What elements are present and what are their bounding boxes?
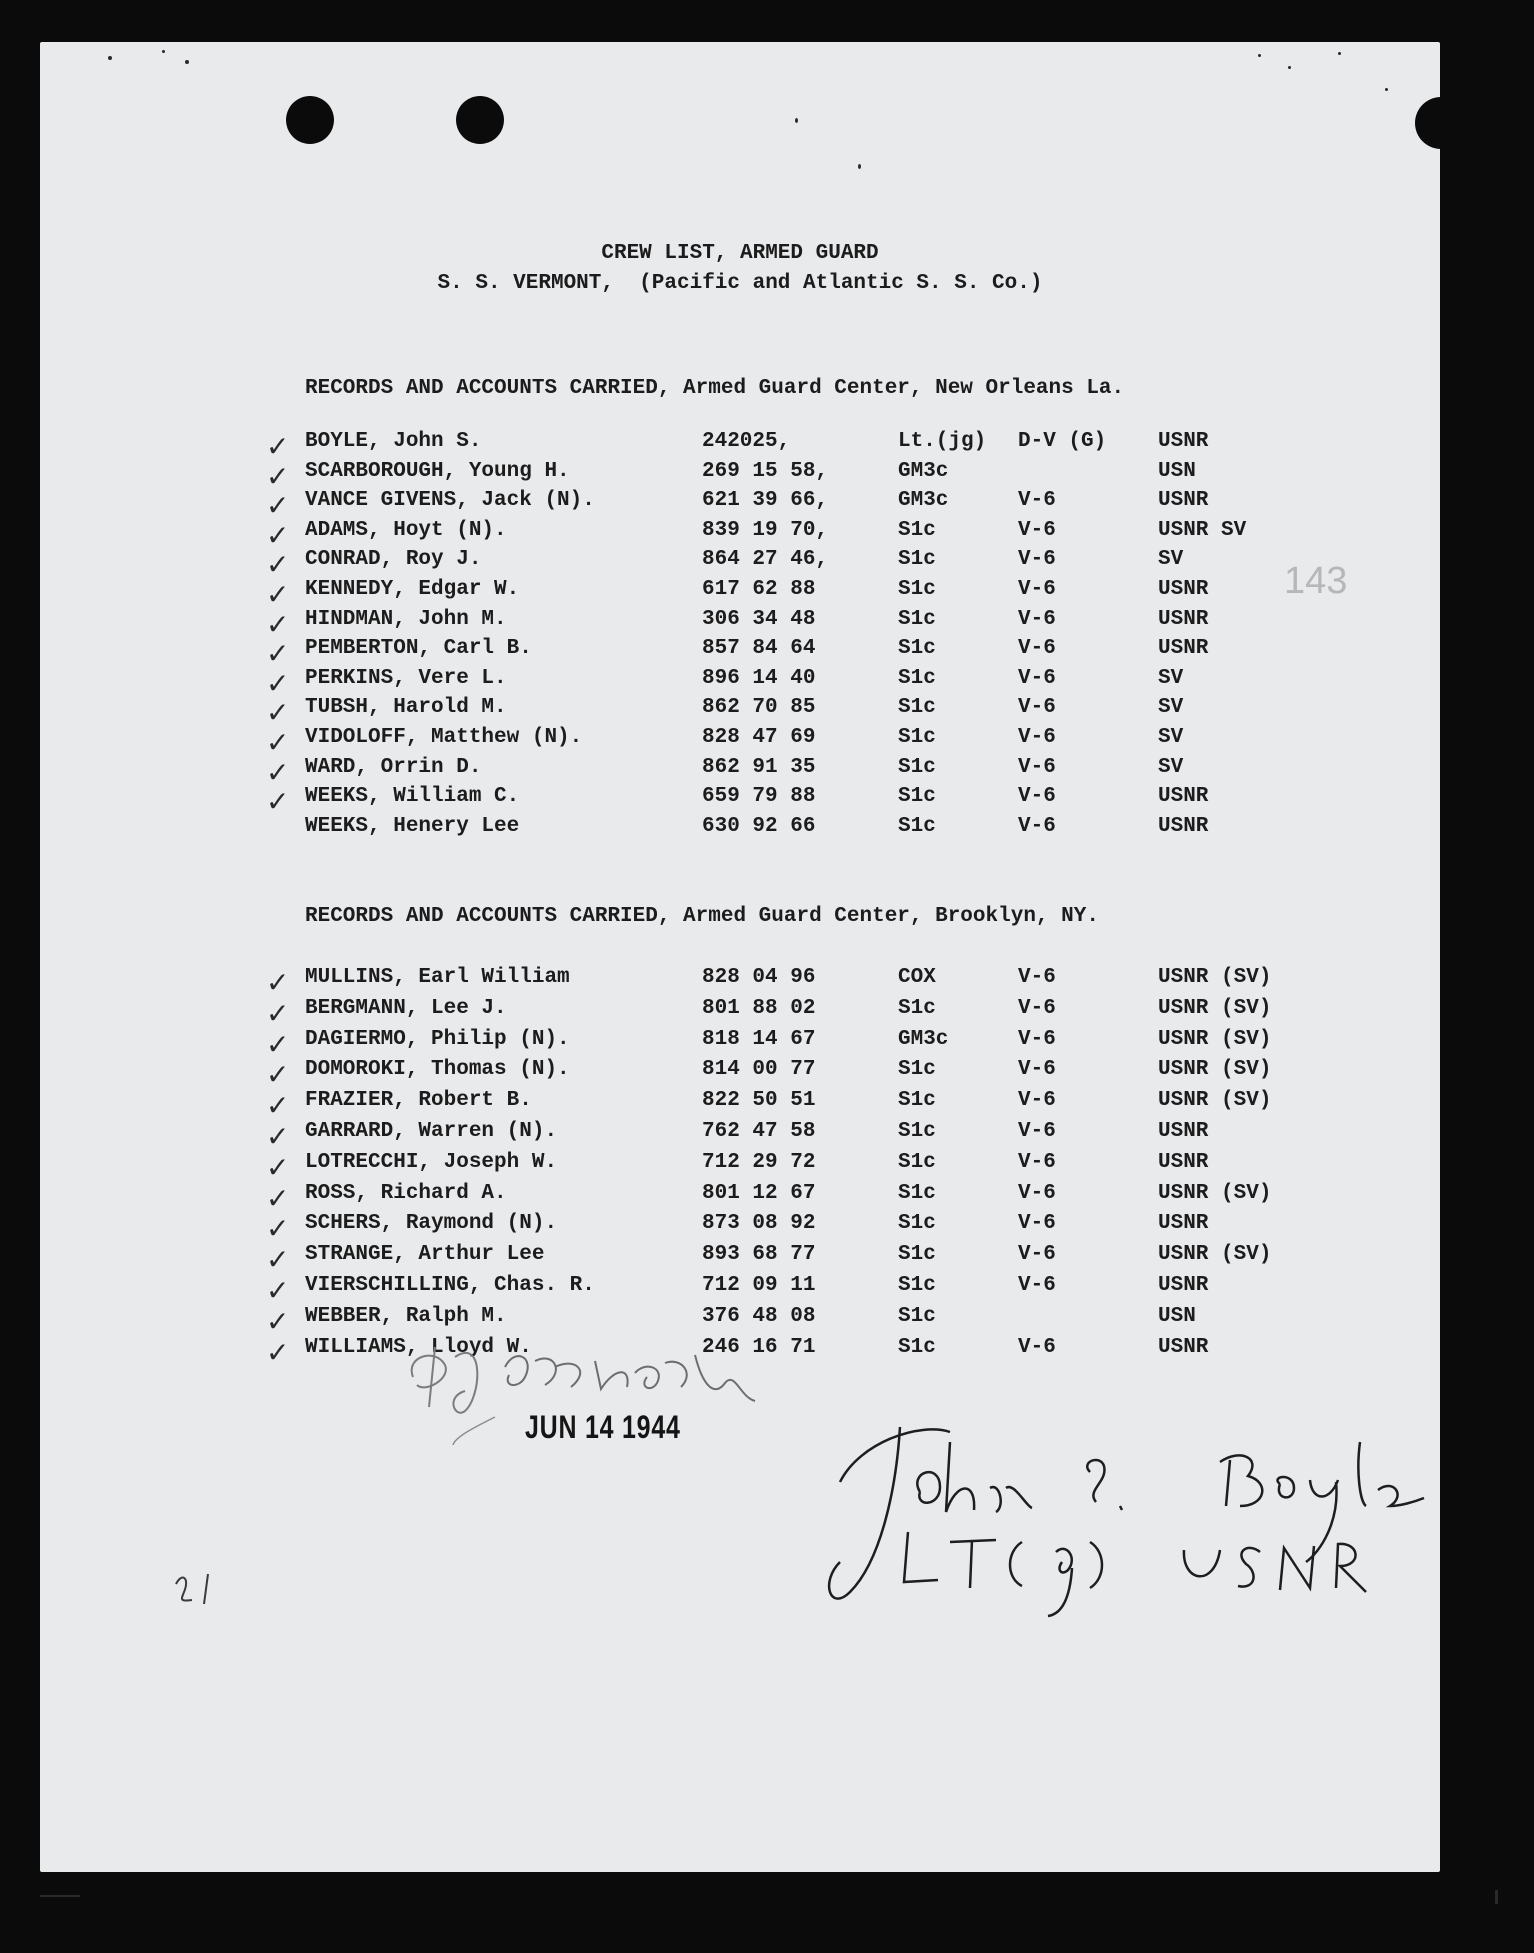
check-mark-icon: ✓ bbox=[266, 696, 290, 730]
classification: V-6 bbox=[1018, 607, 1056, 631]
crew-row bbox=[40, 996, 1440, 1030]
rating: S1c bbox=[898, 1274, 936, 1297]
service-number: 269 15 58, bbox=[702, 459, 829, 483]
crew-row bbox=[40, 518, 1440, 552]
crew-name: VIERSCHILLING, Chas. R. bbox=[305, 1274, 595, 1297]
crew-row bbox=[40, 785, 1440, 819]
branch: SV bbox=[1158, 696, 1184, 720]
section-heading: RECORDS AND ACCOUNTS CARRIED, Armed Guard Center, New Orleans La. bbox=[305, 377, 1125, 400]
check-mark-icon: ✓ bbox=[266, 996, 290, 1030]
crew-name: WEEKS, William C. bbox=[305, 785, 520, 809]
service-number: 857 84 64 bbox=[702, 637, 816, 661]
check-mark-icon: ✓ bbox=[266, 1150, 290, 1184]
rating: S1c bbox=[898, 1150, 936, 1174]
branch: USNR (SV) bbox=[1158, 1058, 1272, 1082]
service-number: 814 00 77 bbox=[702, 1058, 816, 1082]
crew-name: ROSS, Richard A. bbox=[305, 1181, 507, 1205]
branch: USNR bbox=[1158, 578, 1209, 601]
received-date-stamp: JUN 14 1944 bbox=[525, 1409, 681, 1445]
rating: S1c bbox=[898, 785, 936, 809]
crew-name: VANCE GIVENS, Jack (N). bbox=[305, 489, 595, 513]
rating: S1c bbox=[898, 1058, 936, 1082]
check-mark-icon: ✓ bbox=[266, 1027, 290, 1061]
crew-name: FRAZIER, Robert B. bbox=[305, 1089, 532, 1113]
service-number: 659 79 88 bbox=[702, 785, 816, 809]
rating: S1c bbox=[898, 578, 936, 601]
classification: V-6 bbox=[1018, 1089, 1056, 1113]
classification: V-6 bbox=[1018, 814, 1056, 838]
crew-row bbox=[40, 1274, 1440, 1307]
branch: USNR bbox=[1158, 1212, 1209, 1236]
crew-name: BERGMANN, Lee J. bbox=[305, 996, 507, 1020]
document-subtitle: S. S. VERMONT, (Pacific and Atlantic S. S. Co.) bbox=[437, 272, 1043, 295]
branch: USNR SV bbox=[1158, 518, 1247, 542]
crew-name: WEEKS, Henery Lee bbox=[305, 814, 520, 838]
check-mark-icon: ✓ bbox=[266, 637, 290, 671]
crew-row bbox=[40, 1058, 1440, 1092]
crew-row bbox=[40, 815, 1440, 845]
service-number: 762 47 58 bbox=[702, 1120, 816, 1143]
rating: Lt.(jg) bbox=[898, 430, 987, 453]
crew-row bbox=[40, 459, 1440, 493]
crew-name: HINDMAN, John M. bbox=[305, 607, 507, 631]
crew-name: MULLINS, Earl William bbox=[305, 966, 570, 989]
branch: USNR bbox=[1158, 489, 1209, 513]
rating: S1c bbox=[898, 518, 936, 542]
document-title: CREW LIST, ARMED GUARD bbox=[601, 242, 879, 265]
page-number: 143 bbox=[1284, 560, 1348, 602]
crew-row bbox=[40, 696, 1440, 730]
crew-name: DOMOROKI, Thomas (N). bbox=[305, 1058, 570, 1082]
classification: V-6 bbox=[1018, 1181, 1056, 1205]
branch: USN bbox=[1158, 1304, 1196, 1328]
crew-row bbox=[40, 755, 1440, 789]
branch: SV bbox=[1158, 548, 1184, 572]
branch: USNR (SV) bbox=[1158, 966, 1272, 989]
crew-row bbox=[40, 1212, 1440, 1246]
service-number: 896 14 40 bbox=[702, 666, 816, 690]
rating: S1c bbox=[898, 1304, 936, 1328]
branch: SV bbox=[1158, 666, 1184, 690]
punch-hole bbox=[286, 96, 334, 144]
branch: USNR (SV) bbox=[1158, 1089, 1272, 1113]
branch: USNR bbox=[1158, 1335, 1209, 1359]
rating: S1c bbox=[898, 1212, 936, 1236]
classification: V-6 bbox=[1018, 489, 1056, 513]
classification: V-6 bbox=[1018, 1058, 1056, 1082]
branch: USNR bbox=[1158, 637, 1209, 661]
service-number: 246 16 71 bbox=[702, 1335, 816, 1359]
check-mark-icon: ✓ bbox=[266, 430, 290, 463]
crew-row bbox=[40, 489, 1440, 523]
branch: USNR bbox=[1158, 785, 1209, 809]
crew-name: KENNEDY, Edgar W. bbox=[305, 578, 520, 601]
classification: V-6 bbox=[1018, 1274, 1056, 1297]
rating: S1c bbox=[898, 1243, 936, 1267]
classification: V-6 bbox=[1018, 548, 1056, 572]
service-number: 873 08 92 bbox=[702, 1212, 816, 1236]
branch: SV bbox=[1158, 755, 1184, 779]
crew-name: VIDOLOFF, Matthew (N). bbox=[305, 726, 583, 749]
classification: V-6 bbox=[1018, 1027, 1056, 1051]
crew-name: BOYLE, John S. bbox=[305, 430, 482, 453]
check-mark-icon: ✓ bbox=[266, 1274, 290, 1307]
branch: SV bbox=[1158, 726, 1184, 749]
check-mark-icon: ✓ bbox=[266, 1181, 290, 1215]
check-mark-icon: ✓ bbox=[266, 489, 290, 523]
branch: USNR bbox=[1158, 1120, 1209, 1143]
crew-name: WILLIAMS, Lloyd W. bbox=[305, 1335, 532, 1359]
branch: USN bbox=[1158, 459, 1196, 483]
branch: USNR (SV) bbox=[1158, 1181, 1272, 1205]
rating: GM3c bbox=[898, 1027, 949, 1051]
rating: S1c bbox=[898, 996, 936, 1020]
check-mark-icon: ✓ bbox=[266, 459, 290, 493]
branch: USNR (SV) bbox=[1158, 996, 1272, 1020]
check-mark-icon: ✓ bbox=[266, 518, 290, 552]
classification: V-6 bbox=[1018, 696, 1056, 720]
rating: S1c bbox=[898, 814, 936, 838]
service-number: 621 39 66, bbox=[702, 489, 829, 513]
rating: S1c bbox=[898, 666, 936, 690]
service-number: 376 48 08 bbox=[702, 1304, 816, 1328]
rating: S1c bbox=[898, 1335, 936, 1359]
crew-name: ADAMS, Hoyt (N). bbox=[305, 518, 507, 542]
branch: USNR bbox=[1158, 1274, 1209, 1297]
classification: V-6 bbox=[1018, 518, 1056, 542]
crew-row bbox=[40, 430, 1440, 463]
service-number: 864 27 46, bbox=[702, 548, 829, 572]
crew-name: PERKINS, Vere L. bbox=[305, 666, 507, 690]
branch: USNR bbox=[1158, 607, 1209, 631]
service-number: 828 04 96 bbox=[702, 966, 816, 989]
check-mark-icon: ✓ bbox=[266, 1335, 290, 1369]
rating: S1c bbox=[898, 607, 936, 631]
crew-name: SCARBOROUGH, Young H. bbox=[305, 459, 570, 483]
crew-name: DAGIERMO, Philip (N). bbox=[305, 1027, 570, 1051]
crew-name: STRANGE, Arthur Lee bbox=[305, 1243, 545, 1267]
service-number: 306 34 48 bbox=[702, 607, 816, 631]
crew-row bbox=[40, 1120, 1440, 1153]
crew-name: WARD, Orrin D. bbox=[305, 755, 482, 779]
check-mark-icon: ✓ bbox=[266, 607, 290, 641]
service-number: 828 47 69 bbox=[702, 726, 816, 749]
classification: V-6 bbox=[1018, 1120, 1056, 1143]
crew-name: CONRAD, Roy J. bbox=[305, 548, 482, 572]
crew-row bbox=[40, 607, 1440, 641]
branch: USNR (SV) bbox=[1158, 1243, 1272, 1267]
rating: S1c bbox=[898, 1089, 936, 1113]
check-mark-icon: ✓ bbox=[266, 1058, 290, 1092]
service-number: 801 12 67 bbox=[702, 1181, 816, 1205]
scan-mark bbox=[40, 1895, 80, 1897]
branch: USNR bbox=[1158, 430, 1209, 453]
crew-row bbox=[40, 966, 1440, 999]
classification: V-6 bbox=[1018, 637, 1056, 661]
rating: S1c bbox=[898, 755, 936, 779]
handwritten-signature bbox=[800, 1402, 1440, 1642]
classification: V-6 bbox=[1018, 578, 1056, 601]
check-mark-icon: ✓ bbox=[266, 755, 290, 789]
service-number: 242025, bbox=[702, 430, 791, 453]
crew-name: TUBSH, Harold M. bbox=[305, 696, 507, 720]
classification: V-6 bbox=[1018, 1212, 1056, 1236]
crew-row bbox=[40, 1089, 1440, 1123]
classification: V-6 bbox=[1018, 996, 1056, 1020]
edge-notch bbox=[1415, 97, 1455, 149]
service-number: 801 88 02 bbox=[702, 996, 816, 1020]
classification: V-6 bbox=[1018, 1243, 1056, 1267]
crew-row bbox=[40, 1243, 1440, 1277]
service-number: 818 14 67 bbox=[702, 1027, 816, 1051]
rating: GM3c bbox=[898, 489, 949, 513]
crew-name: PEMBERTON, Carl B. bbox=[305, 637, 532, 661]
service-number: 893 68 77 bbox=[702, 1243, 816, 1267]
check-mark-icon: ✓ bbox=[266, 578, 290, 611]
service-number: 862 91 35 bbox=[702, 755, 816, 779]
branch: USNR bbox=[1158, 814, 1209, 838]
classification: V-6 bbox=[1018, 1335, 1056, 1359]
rating: COX bbox=[898, 966, 936, 989]
classification: V-6 bbox=[1018, 785, 1056, 809]
crew-row bbox=[40, 637, 1440, 671]
check-mark-icon: ✓ bbox=[266, 785, 290, 819]
service-number: 630 92 66 bbox=[702, 814, 816, 838]
crew-name: WEBBER, Ralph M. bbox=[305, 1304, 507, 1328]
crew-row bbox=[40, 666, 1440, 700]
rating: S1c bbox=[898, 696, 936, 720]
crew-row bbox=[40, 726, 1440, 759]
rating: S1c bbox=[898, 726, 936, 749]
check-mark-icon: ✓ bbox=[266, 1212, 290, 1246]
check-mark-icon: ✓ bbox=[266, 1243, 290, 1277]
rating: S1c bbox=[898, 548, 936, 572]
check-mark-icon: ✓ bbox=[266, 966, 290, 999]
rating: S1c bbox=[898, 1120, 936, 1143]
crew-row bbox=[40, 1150, 1440, 1184]
crew-row bbox=[40, 578, 1440, 611]
classification: D-V (G) bbox=[1018, 430, 1107, 453]
crew-row bbox=[40, 1027, 1440, 1061]
rating: S1c bbox=[898, 637, 936, 661]
margin-note bbox=[170, 1562, 240, 1612]
branch: USNR bbox=[1158, 1150, 1209, 1174]
check-mark-icon: ✓ bbox=[266, 1120, 290, 1153]
scan-mark bbox=[1495, 1890, 1498, 1904]
rating: S1c bbox=[898, 1181, 936, 1205]
classification: V-6 bbox=[1018, 966, 1056, 989]
check-mark-icon: ✓ bbox=[266, 726, 290, 759]
classification: V-6 bbox=[1018, 666, 1056, 690]
classification: V-6 bbox=[1018, 1150, 1056, 1174]
check-mark-icon: ✓ bbox=[266, 1089, 290, 1123]
check-mark-icon: ✓ bbox=[266, 548, 290, 582]
document-page bbox=[40, 42, 1440, 1872]
service-number: 712 29 72 bbox=[702, 1150, 816, 1174]
check-mark-icon: ✓ bbox=[266, 1304, 290, 1338]
service-number: 712 09 11 bbox=[702, 1274, 816, 1297]
service-number: 839 19 70, bbox=[702, 518, 829, 542]
service-number: 862 70 85 bbox=[702, 696, 816, 720]
check-mark-icon: ✓ bbox=[266, 666, 290, 700]
crew-name: SCHERS, Raymond (N). bbox=[305, 1212, 558, 1236]
crew-name: LOTRECCHI, Joseph W. bbox=[305, 1150, 558, 1174]
branch: USNR (SV) bbox=[1158, 1027, 1272, 1051]
crew-name: GARRARD, Warren (N). bbox=[305, 1120, 558, 1143]
service-number: 617 62 88 bbox=[702, 578, 816, 601]
crew-row bbox=[40, 1181, 1440, 1215]
punch-hole bbox=[456, 96, 504, 144]
classification: V-6 bbox=[1018, 726, 1056, 749]
service-number: 822 50 51 bbox=[702, 1089, 816, 1113]
section-heading: RECORDS AND ACCOUNTS CARRIED, Armed Guard Center, Brooklyn, NY. bbox=[305, 905, 1099, 928]
classification: V-6 bbox=[1018, 755, 1056, 779]
rating: GM3c bbox=[898, 459, 949, 483]
